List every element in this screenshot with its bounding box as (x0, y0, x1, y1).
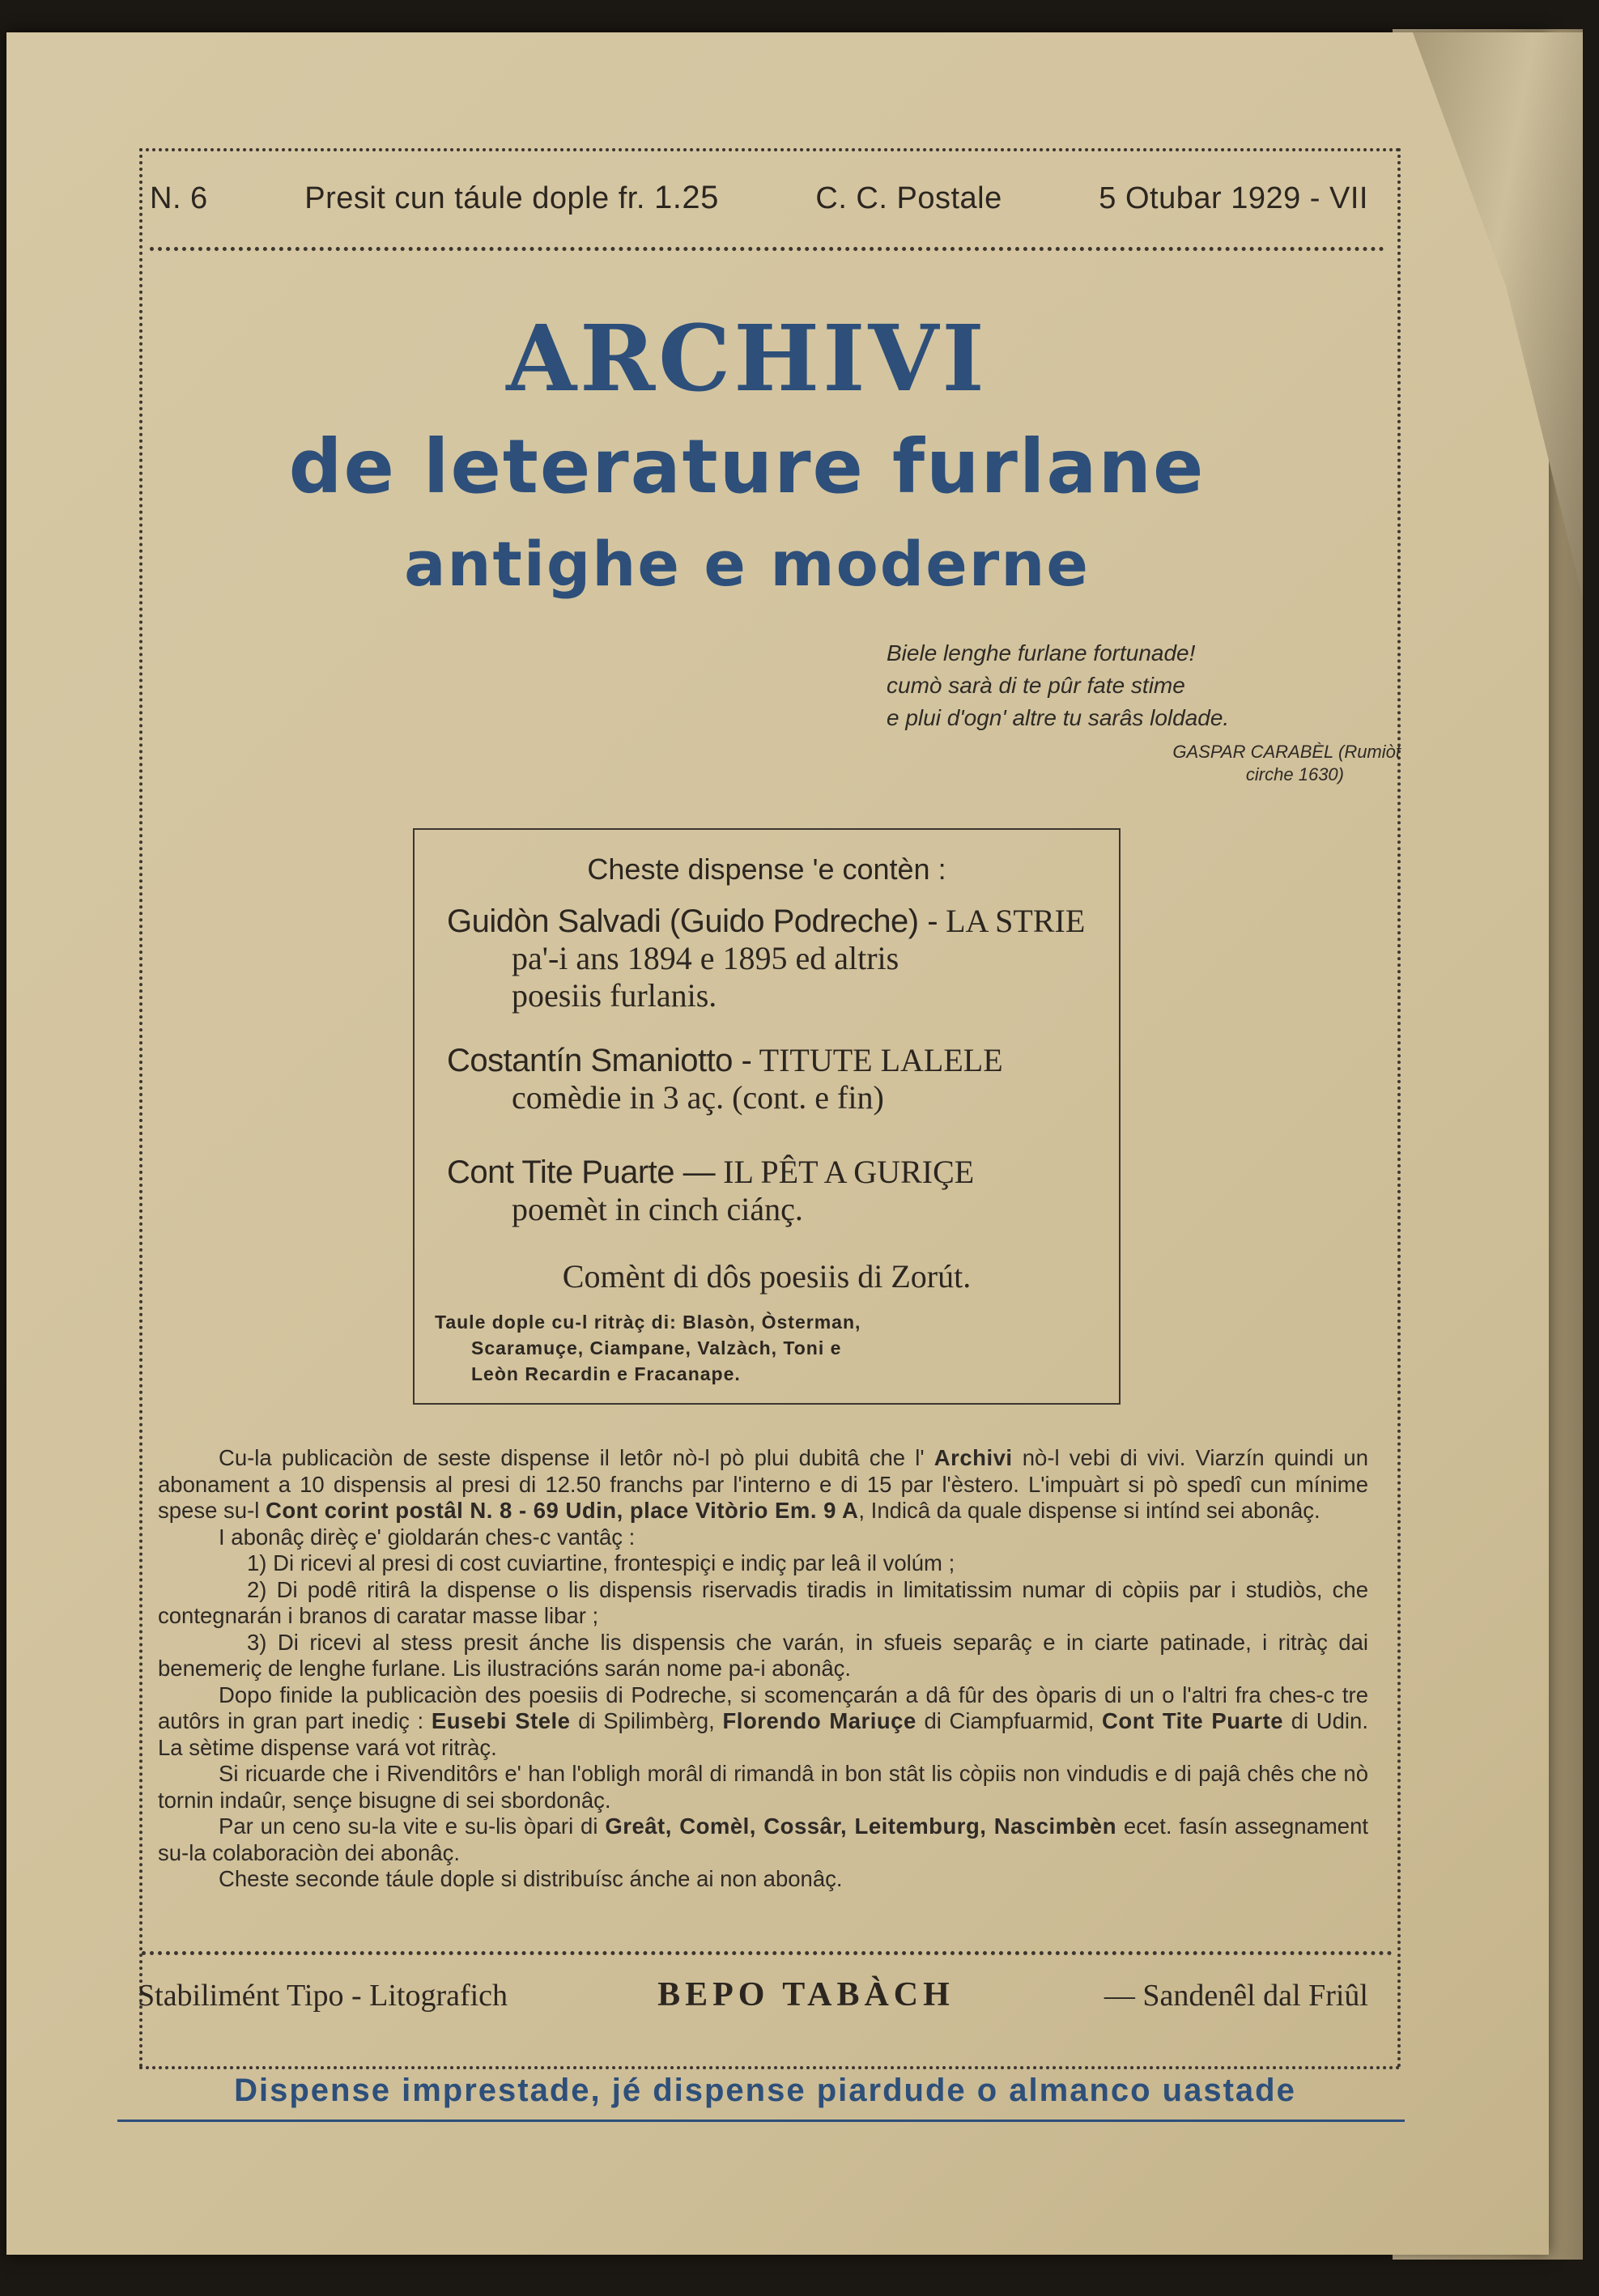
contents-entry (447, 903, 1103, 1014)
paragraph: Si ricuarde che i Rivenditôrs e' han l'obligh morâl di rimandâ in bon stât lis còpiis non vindudis e di pajâ chês che nò tornin indaûr, sençe bisugne di sei sbordonâç. (158, 1761, 1368, 1813)
entry-detail: pa'-i ans 1894 e 1895 ed altris (512, 940, 899, 976)
entry-author: Guidòn Salvadi (Guido Podreche) - (447, 904, 938, 939)
bold-run: Cont corint postâl N. 8 - 69 Udin, place Vitòrio Em. 9 A (265, 1498, 859, 1523)
paragraph: I abonâç dirèç e' gioldarán ches-c vantâç : (219, 1524, 636, 1550)
text-run: di Spilimbèrg, (578, 1708, 715, 1733)
text-run: Par un ceno su-la vite e su-lis òpari di (219, 1813, 598, 1839)
printer-imprint (138, 1975, 1368, 2014)
paragraph (158, 1682, 1368, 1762)
bold-run: Archivi (933, 1445, 1013, 1470)
text-run: ecet. fasín assegnament su-la colaboraciòn dei abonâç. (158, 1813, 1369, 1865)
masthead-subtitle-2: antighe e moderne (404, 528, 1090, 600)
postal-info: C. C. Postale (815, 181, 1002, 215)
issue-header (150, 180, 1368, 216)
contents-heading: Cheste dispense 'e contèn : (587, 852, 946, 886)
entry-work: IL PÊT A GURIÇE (723, 1154, 975, 1190)
header-divider (150, 247, 1384, 251)
masthead-subtitle: de leterature furlane (288, 423, 1206, 510)
epigraph-attribution (1061, 741, 1401, 786)
plates-line: Taule dople cu-l ritràç di: Blasòn, Òsterman, (435, 1312, 861, 1333)
contents-entry (447, 1042, 1103, 1116)
epigraph-line: e plui d'ogn' altre tu sarâs loldade. (887, 705, 1230, 730)
list-item: 3) Di ricevi al stess presit ánche lis dispensis che varán, in sfueis separâç e in ciarte patinade, i ritràç dai benemeriç de lenghe furlane. Lis ilustracións sarán nome pa-i abonâç. (158, 1629, 1368, 1681)
bold-run: Greât, Comèl, Cossâr, Leitemburg, Nascimbèn (605, 1813, 1117, 1839)
entry-detail: poesiis furlanis. (512, 977, 717, 1014)
issue-date: 5 Otubar 1929 - VII (1099, 181, 1368, 215)
plates-line: Leòn Recardin e Fracanape. (471, 1363, 741, 1384)
issue-number: N. 6 (150, 181, 208, 215)
contents-entry (447, 1154, 1103, 1228)
entry-author: Cont Tite Puarte — (447, 1154, 716, 1190)
text-run: di Ciampfuarmid, (924, 1708, 1095, 1733)
entry-detail: poemèt in cinch ciánç. (512, 1191, 803, 1227)
paragraph (158, 1445, 1368, 1524)
epigraph (887, 637, 1388, 734)
attribution-line: GASPAR CARABÈL (Rumiòt (1172, 742, 1401, 762)
epigraph-line: cumò sarà di te pûr fate stime (887, 673, 1185, 698)
price-label: Presit cun táule dople fr. (304, 181, 645, 215)
slogan: Dispense imprestade, jé dispense piardude o almanco uastade (234, 2073, 1296, 2108)
attribution-line: cirche 1630) (1245, 764, 1344, 784)
footer-divider (142, 1951, 1393, 1955)
text-run: Cu-la publicaciòn de seste dispense il letôr nò-l pò plui dubitâ che l' (219, 1445, 925, 1470)
printer-location: — Sandenêl dal Friûl (1104, 1979, 1368, 2013)
text-run: Dopo finide la publicaciòn des poesiis di Podreche, si scomençarán a dâ fûr des òparis di un o l'altri fra ches-c tre autôrs in gran part inediç : (158, 1682, 1368, 1733)
list-item: 2) Di podê ritirâ la dispense o lis dispensis riservadis tiradis in limitatissim numar di còpiis par i studiòs, che contegnarán i branos di caratar masse libar ; (158, 1576, 1368, 1628)
printer-label: Stabilimént Tipo - Litografich (138, 1979, 508, 2013)
epigraph-line: Biele lenghe furlane fortunade! (887, 640, 1196, 665)
bold-run: Cont Tite Puarte (1102, 1708, 1283, 1733)
paragraph: Cheste seconde táule dople si distribuísc ánche ai non abonâç. (219, 1866, 843, 1891)
plates-note (435, 1309, 1107, 1387)
price-value: 1.25 (653, 180, 719, 215)
paragraph (158, 1813, 1368, 1866)
entry-detail: comèdie in 3 aç. (cont. e fin) (512, 1079, 884, 1116)
plates-line: Scaramuçe, Ciampane, Valzàch, Toni e (471, 1337, 842, 1358)
text-run: di Udin. La sètime dispense vará vot ritràç. (158, 1708, 1368, 1760)
announcement-text (158, 1445, 1368, 1893)
bold-run: Eusebi Stele (431, 1708, 571, 1733)
list-item: 1) Di ricevi al presi di cost cuviartine, frontespiçi e indiç par leâ il volúm ; (247, 1550, 955, 1575)
issue-price (304, 180, 719, 216)
slogan-underline (117, 2120, 1405, 2122)
bold-run: Florendo Mariuçe (722, 1708, 916, 1733)
masthead-title: ARCHIVI (506, 306, 988, 412)
text-run: nò-l vebi di vivi. Viarzín quindi un abonament a 10 dispensis al presi di 12.50 franchs par l'interno e di 15 par l'èstero. L'impuàrt si pò spedî cun mínime spese su-l (158, 1445, 1369, 1523)
contents-box (413, 828, 1121, 1405)
entry-work: LA STRIE (946, 903, 1086, 939)
entry-work: TITUTE LALELE (759, 1042, 1003, 1078)
contents-comment: Comènt di dôs poesiis di Zorút. (562, 1258, 972, 1295)
text-run: , Indicâ da quale dispense si intínd sei abonâç. (858, 1498, 1320, 1523)
entry-author: Costantín Smaniotto - (447, 1043, 752, 1078)
printer-name: BEPO TABÀCH (657, 1976, 955, 2013)
